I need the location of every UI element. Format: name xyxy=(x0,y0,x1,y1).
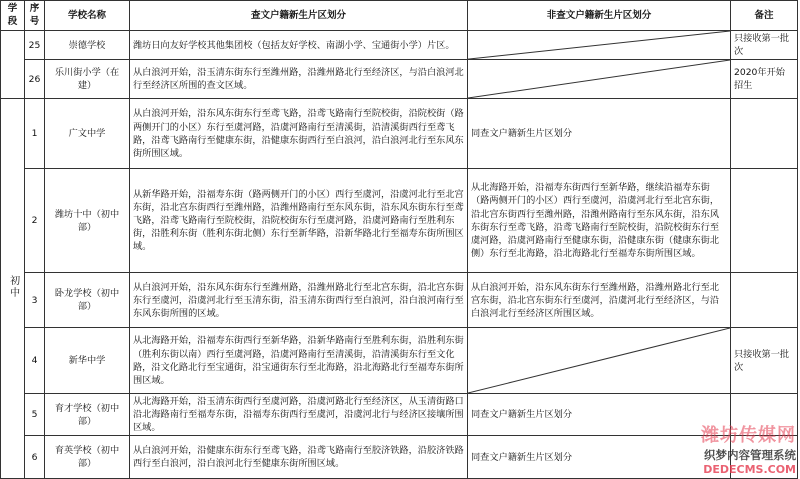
local-zone: 潍坊日向友好学校其他集团校（包括友好学校、南湖小学、宝通街小学）片区。 xyxy=(130,30,468,59)
header-nonlocal-zone: 非查文户籍新生片区划分 xyxy=(468,1,731,31)
stage-label: 初中 xyxy=(7,274,19,299)
table-row xyxy=(1,169,798,273)
row-note: 2020年开始招生 xyxy=(731,60,798,99)
row-note xyxy=(731,273,798,328)
school-name: 崇德学校 xyxy=(45,30,130,59)
row-index: 25 xyxy=(25,30,45,59)
table-row xyxy=(1,436,798,479)
watermark-cms-name: 织梦内容管理系统 xyxy=(704,448,796,462)
row-index: 2 xyxy=(25,169,45,273)
header-local-zone: 查文户籍新生片区划分 xyxy=(130,1,468,31)
header-stage: 学段 xyxy=(1,1,25,31)
header-school: 学校名称 xyxy=(45,1,130,31)
nonlocal-zone: 同查文户籍新生片区划分 xyxy=(468,436,731,479)
table-row xyxy=(1,30,798,59)
nonlocal-zone: 同查文户籍新生片区划分 xyxy=(468,99,731,169)
school-name: 广文中学 xyxy=(45,99,130,169)
row-note: 只接收第一批次 xyxy=(731,328,798,394)
local-zone: 从白浪河开始，沿健康东街东行至鸢飞路，沿鸢飞路南行至胶济铁路，沿胶济铁路西行至白浪河，沿白浪河北行至健康东街所围区域。 xyxy=(130,436,468,479)
local-zone: 从白浪河开始，沿东风东街东行至鸢飞路，沿鸢飞路南行至院校街，沿院校街（路两侧开门的小区）东行至虞河路，沿虞河路南行至清溪街，沿清溪街西行至鸢飞路，沿鸢飞路南行至健康东街，沿健康东街西行至白浪河，沿白浪河北行至东风东街所围区域。 xyxy=(130,99,468,169)
table-row xyxy=(1,328,798,394)
row-index: 3 xyxy=(25,273,45,328)
nonlocal-zone-empty xyxy=(468,328,731,394)
nonlocal-zone-empty xyxy=(468,60,731,99)
watermark xyxy=(701,421,796,476)
local-zone: 从新华路开始，沿福寿东街（路两侧开门的小区）西行至虞河，沿虞河北行至北宫东街，沿北宫东街西行至潍州路，沿潍州路南行至东风东街，沿东风东街东行至鸢飞路，沿鸢飞路南行至院校街，沿院校街东行至虞河路，沿虞河路南行至胜利东街，沿胜利东街（胜利东街北侧）东行至新华路，沿新华路北行至福寿东街所围区域。 xyxy=(130,169,468,273)
row-index: 4 xyxy=(25,328,45,394)
nonlocal-zone: 同查文户籍新生片区划分 xyxy=(468,394,731,436)
table-row xyxy=(1,99,798,169)
header-row xyxy=(1,1,798,31)
local-zone: 从白浪河开始，沿玉清东街东行至潍州路，沿潍州路北行至经济区，与沿白浪河北行至经济区所围的查文区域。 xyxy=(130,60,468,99)
school-name: 卧龙学校（初中部） xyxy=(45,273,130,328)
table-row xyxy=(1,394,798,436)
row-index: 26 xyxy=(25,60,45,99)
nonlocal-zone-empty xyxy=(468,30,731,59)
stage-cell-junior xyxy=(1,99,25,479)
row-note xyxy=(731,99,798,169)
row-note: 只接收第一批次 xyxy=(731,30,798,59)
row-index: 5 xyxy=(25,394,45,436)
watermark-site-name: 潍坊传媒网 xyxy=(701,425,796,446)
table-row xyxy=(1,273,798,328)
school-name: 育才学校（初中部） xyxy=(45,394,130,436)
local-zone: 从北海路开始，沿玉清东街西行至虞河路，沿虞河路北行至经济区，从玉清街路口沿北海路南行至福寿东街，沿福寿东街西行至虞河，沿虞河北行与经济区接壤所围区域。 xyxy=(130,394,468,436)
row-index: 1 xyxy=(25,99,45,169)
header-note: 备注 xyxy=(731,1,798,31)
local-zone: 从白浪河开始，沿东风东街东行至潍州路，沿潍州路北行至北宫东街，沿北宫东街东行至虞河，沿虞河北行至玉清东街，沿玉清东街西行至白浪河，沿白浪河南行至东风东街所围的区域。 xyxy=(130,273,468,328)
row-note xyxy=(731,169,798,273)
school-name: 潍坊十中（初中部） xyxy=(45,169,130,273)
nonlocal-zone: 从白浪河开始，沿东风东街东行至潍州路，沿潍州路北行至北宫东街，沿北宫东街东行至虞河，沿虞河北行至经济区，与沿白浪河北行至经济区所围区域。 xyxy=(468,273,731,328)
stage-cell-primary xyxy=(1,30,25,98)
nonlocal-zone: 从北海路开始，沿福寿东街西行至新华路，继续沿福寿东街（路两侧开门的小区）西行至虞河，沿虞河北行至北宫东街，沿北宫东街西行至潍州路，沿潍州路南行至东风东街，沿东风东街东行至鸢飞路，沿鸢飞路南行至院校街，沿院校街东行至虞河路，沿虞河路南行至健康东街，沿健康东街（健康东街北侧）东行至北海路，沿北海路北行至福寿东街所围区域。 xyxy=(468,169,731,273)
school-name: 乐川街小学（在建） xyxy=(45,60,130,99)
row-index: 6 xyxy=(25,436,45,479)
header-index: 序号 xyxy=(25,1,45,31)
school-name: 新华中学 xyxy=(45,328,130,394)
watermark-domain: DEDECMS.COM xyxy=(703,463,796,476)
local-zone: 从北海路开始，沿福寿东街西行至新华路，沿新华路南行至胜利东街，沿胜利东街（胜利东街以南）西行至虞河路，沿虞河路南行至清溪街，沿清溪街东行至文化路，沿文化路北行至宝通街，沿宝通街东行至北海路，沿北海路北行至福寿东街所围区域。 xyxy=(130,328,468,394)
school-name: 育英学校（初中部） xyxy=(45,436,130,479)
table-row xyxy=(1,60,798,99)
